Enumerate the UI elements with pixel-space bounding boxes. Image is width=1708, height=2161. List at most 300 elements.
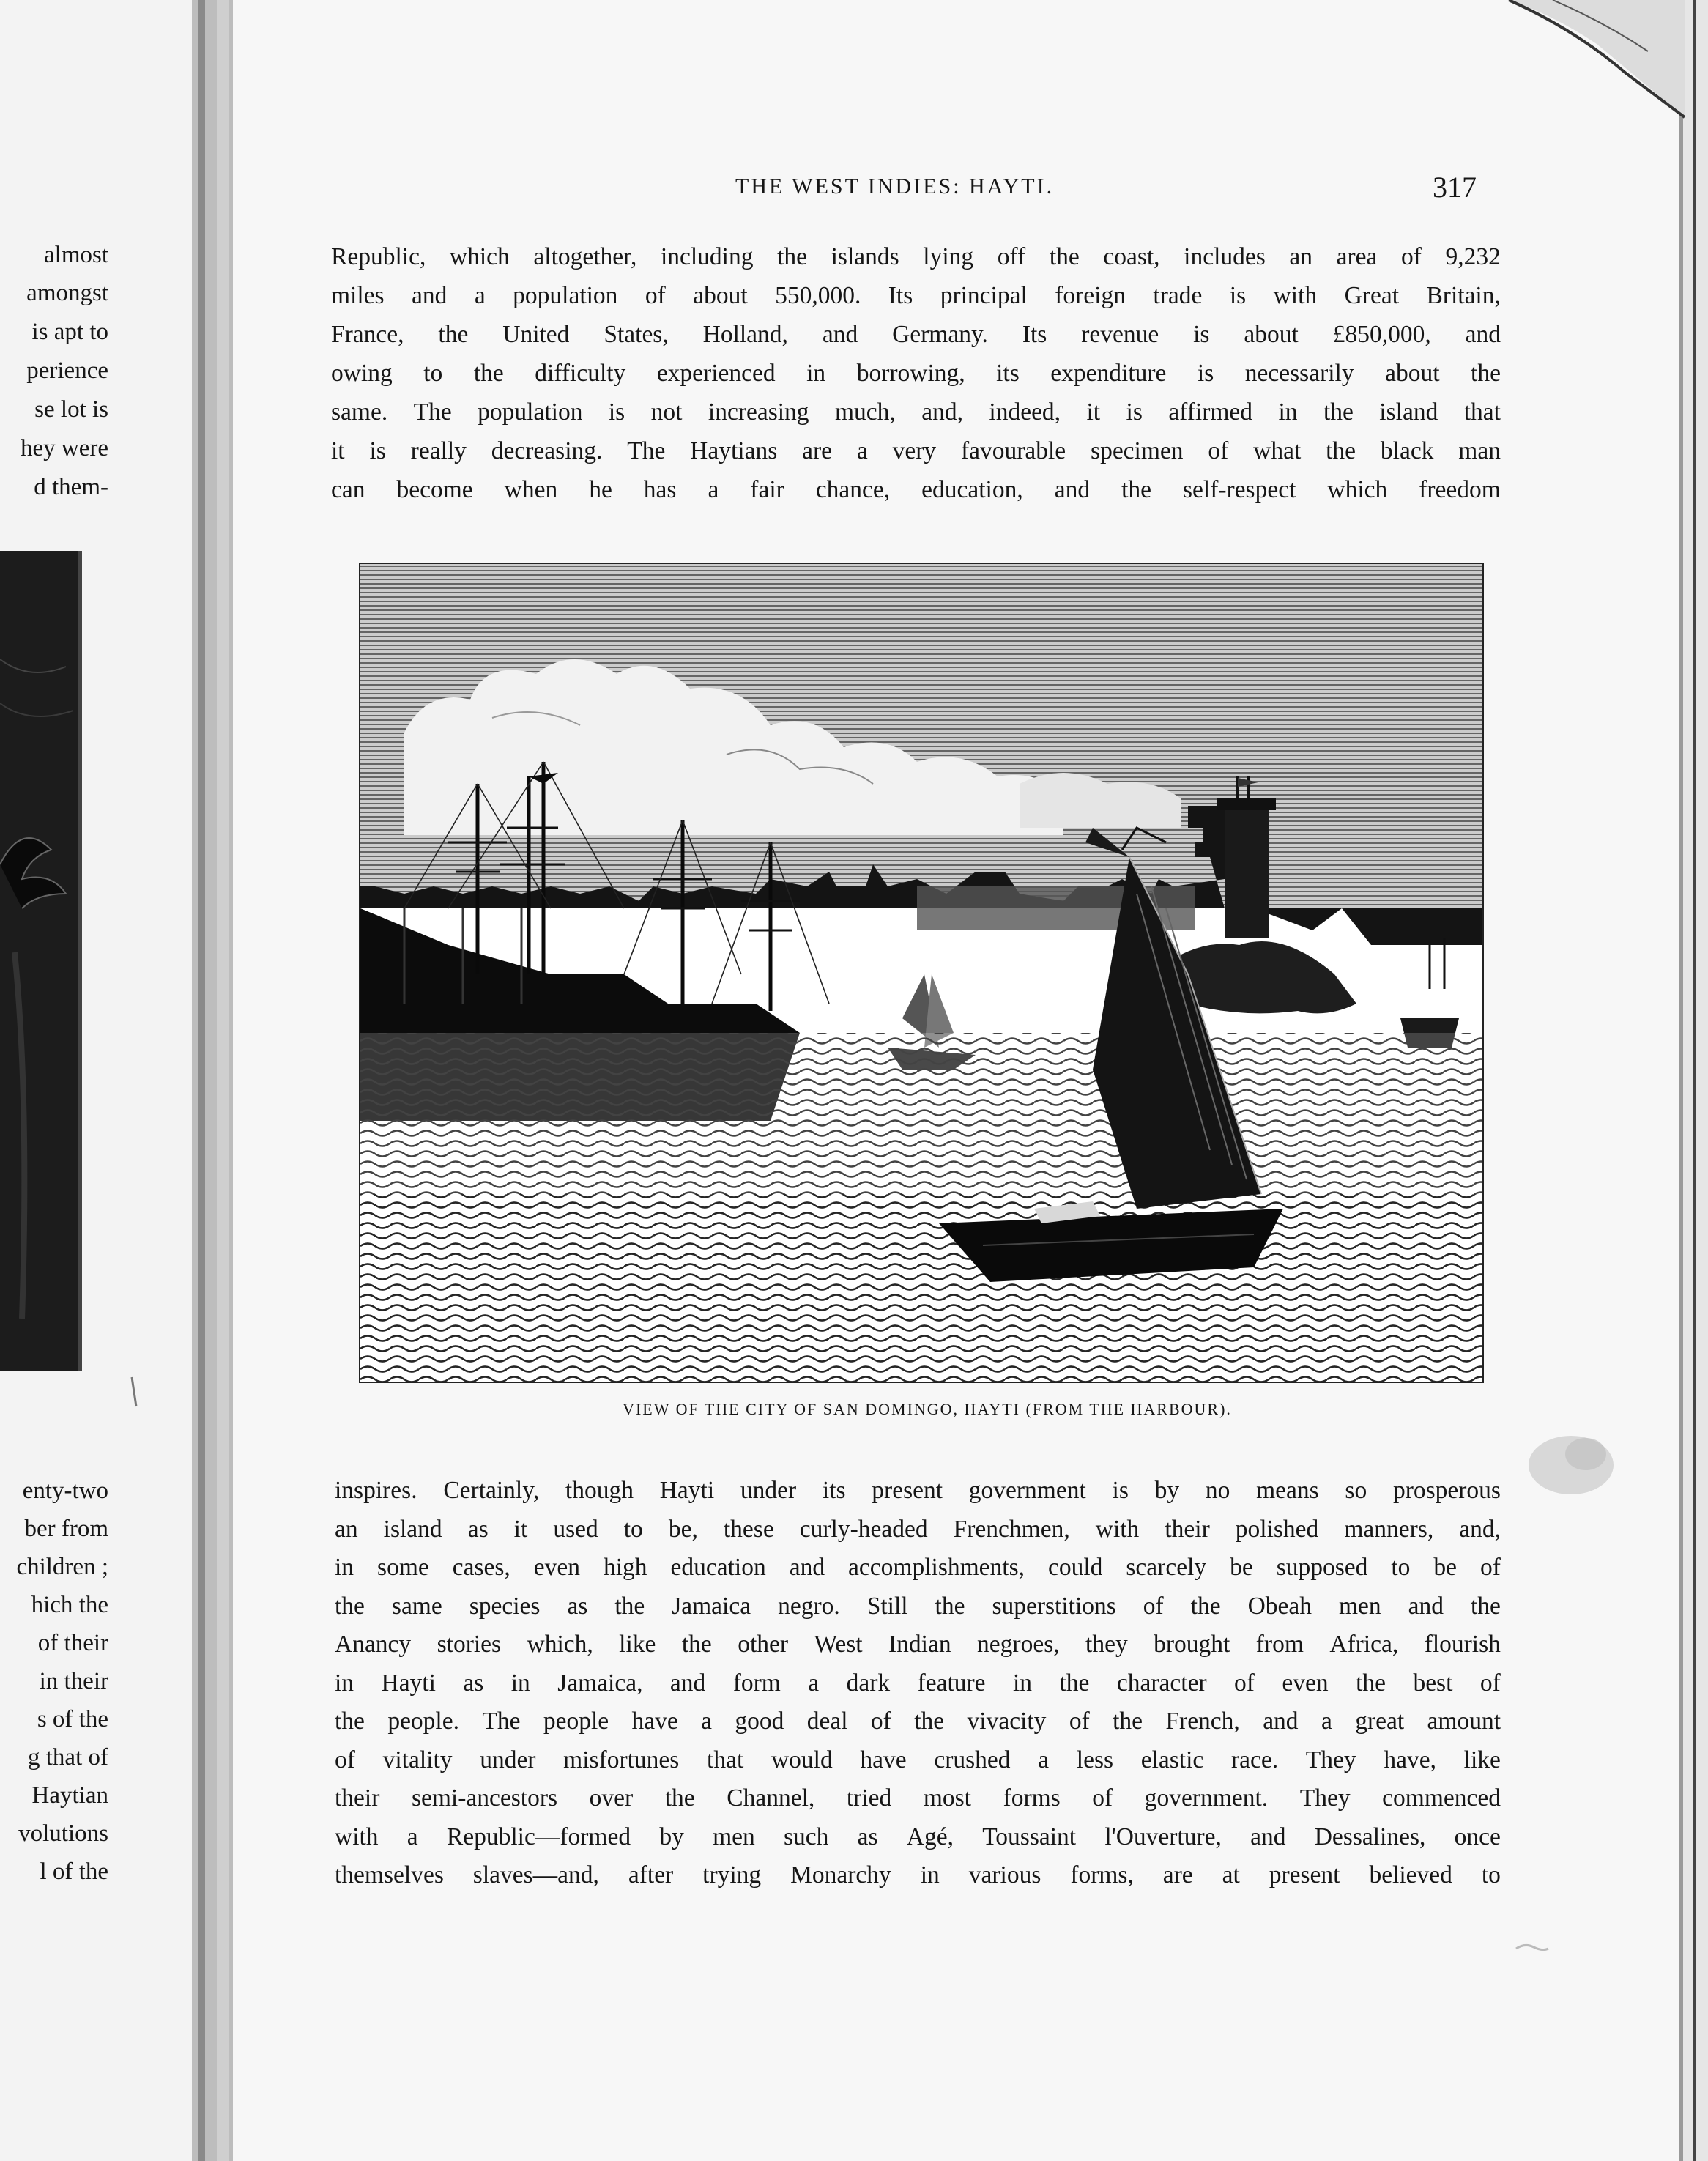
word: necessarily <box>1244 360 1354 387</box>
text-line <box>335 1517 1501 1542</box>
left-page-line: perience <box>26 357 108 384</box>
word: which, <box>527 1631 593 1658</box>
text-line <box>335 1594 1501 1619</box>
word: when <box>504 476 558 503</box>
word: in <box>1013 1669 1033 1697</box>
word: such <box>783 1823 829 1850</box>
word: expenditure <box>1050 360 1167 387</box>
word: Its <box>1022 321 1047 348</box>
word: which <box>449 243 510 270</box>
word: its <box>996 360 1020 387</box>
word: it <box>513 1515 528 1543</box>
word: to <box>1391 1554 1411 1581</box>
word: forms, <box>1070 1861 1134 1888</box>
word: The <box>413 399 452 426</box>
word: self-respect <box>1183 476 1296 503</box>
word: education, <box>921 476 1023 503</box>
word: vivacity <box>967 1708 1047 1735</box>
word: a <box>701 1708 712 1735</box>
word: affirmed <box>1168 399 1253 426</box>
word: Hayti <box>659 1477 715 1504</box>
word: that <box>1463 399 1501 426</box>
word: the <box>614 1592 645 1620</box>
harbour-engraving-art <box>360 564 1482 1382</box>
word: their <box>1165 1515 1210 1543</box>
word: by <box>659 1823 684 1850</box>
word: themselves <box>335 1861 444 1888</box>
word: has <box>643 476 677 503</box>
word: island <box>1379 399 1438 426</box>
word: other <box>738 1631 789 1658</box>
word: prosperous <box>1392 1477 1501 1504</box>
word: accomplishments, <box>848 1554 1025 1581</box>
word: is <box>1112 1477 1129 1504</box>
word: under <box>480 1746 536 1773</box>
word: same <box>391 1592 442 1620</box>
text-line <box>335 1555 1501 1580</box>
word: in <box>510 1669 530 1697</box>
word: education <box>670 1554 766 1581</box>
word: like <box>619 1631 656 1658</box>
left-page-line: almost <box>44 242 108 268</box>
word: the <box>914 1708 945 1735</box>
word: of <box>645 282 666 309</box>
word: and <box>1408 1592 1444 1620</box>
word: though <box>565 1477 634 1504</box>
word: including <box>660 243 754 270</box>
word: in <box>1278 399 1298 426</box>
left-page-line: s of the <box>37 1706 108 1732</box>
word: species <box>469 1592 541 1620</box>
word: its <box>822 1477 846 1504</box>
word: of <box>1479 1554 1501 1581</box>
left-page-line: is apt to <box>31 319 108 345</box>
word: population <box>513 282 618 309</box>
word: £850,000, <box>1332 321 1431 348</box>
word: their <box>335 1784 380 1812</box>
text-line <box>335 1825 1501 1850</box>
word: it <box>331 437 345 464</box>
word: an <box>335 1515 358 1543</box>
word: and <box>1263 1708 1299 1735</box>
word: Hayti <box>381 1669 436 1697</box>
word: a <box>406 1823 418 1850</box>
left-page-line: amongst <box>26 280 108 306</box>
word: what <box>1253 437 1302 464</box>
word: government <box>968 1477 1086 1504</box>
word: the <box>1059 1669 1090 1697</box>
word: Its <box>888 282 913 309</box>
word: forms <box>1003 1784 1061 1812</box>
word: race. <box>1230 1746 1279 1773</box>
text-line <box>335 1748 1501 1773</box>
word: is <box>1193 321 1210 348</box>
word: Dessalines, <box>1314 1823 1426 1850</box>
word: means <box>1256 1477 1319 1504</box>
word: same. <box>331 399 388 426</box>
word: the <box>777 243 808 270</box>
word: 550,000. <box>775 282 861 309</box>
word: West <box>814 1631 863 1658</box>
word: vitality <box>382 1746 453 1773</box>
word: about <box>693 282 748 309</box>
word: Jamaica, <box>557 1669 643 1697</box>
word: would <box>771 1746 833 1773</box>
word: commenced <box>1382 1784 1501 1812</box>
word: States, <box>604 321 669 348</box>
word: man <box>1458 437 1501 464</box>
word: are <box>1162 1861 1193 1888</box>
word: Monarchy <box>790 1861 891 1888</box>
word: 9,232 <box>1445 243 1501 270</box>
word: people <box>543 1708 609 1735</box>
word: of <box>1069 1708 1090 1735</box>
word: the <box>1470 1592 1501 1620</box>
left-page-line: children ; <box>16 1554 108 1580</box>
word: islands <box>831 243 899 270</box>
word: in <box>920 1861 940 1888</box>
text-line <box>331 439 1501 464</box>
word: Great <box>1344 282 1400 309</box>
word: Certainly, <box>443 1477 540 1504</box>
word: form <box>732 1669 781 1697</box>
word: semi-ancestors <box>411 1784 558 1812</box>
word: France, <box>331 321 404 348</box>
word: a <box>708 476 719 503</box>
word: misfortunes <box>563 1746 680 1773</box>
word: and <box>1054 476 1091 503</box>
word: the <box>1190 1592 1221 1620</box>
word: the <box>335 1592 365 1620</box>
word: the <box>681 1631 712 1658</box>
word: altogether, <box>533 243 637 270</box>
word: United <box>502 321 570 348</box>
word: a <box>474 282 486 309</box>
word: from <box>1255 1631 1304 1658</box>
word: cases, <box>452 1554 510 1581</box>
word: fair <box>750 476 784 503</box>
left-page-line: ber from <box>24 1516 108 1542</box>
text-line <box>335 1709 1501 1734</box>
word: trade <box>1153 282 1203 309</box>
word: these <box>723 1515 774 1543</box>
word: the <box>1356 1669 1386 1697</box>
word: negroes, <box>977 1631 1060 1658</box>
word: have <box>860 1746 907 1773</box>
word: with <box>1095 1515 1140 1543</box>
word: the <box>335 1708 365 1735</box>
word: the <box>473 360 504 387</box>
word: of <box>1092 1784 1113 1812</box>
word: amount <box>1427 1708 1501 1735</box>
word: like <box>1463 1746 1501 1773</box>
word: present <box>872 1477 943 1504</box>
word: much, <box>834 399 896 426</box>
word: French, <box>1165 1708 1240 1735</box>
word: is <box>1126 399 1143 426</box>
word: polished <box>1235 1515 1319 1543</box>
word: crushed <box>934 1746 1011 1773</box>
word: Obeah <box>1247 1592 1312 1620</box>
word: be <box>1433 1554 1458 1581</box>
word: character <box>1116 1669 1207 1697</box>
left-page-line: enty-two <box>22 1478 108 1504</box>
left-page-line: l of the <box>40 1858 108 1885</box>
word: freedom <box>1419 476 1501 503</box>
left-page-line: in their <box>39 1668 108 1694</box>
word: a <box>856 437 868 464</box>
word: island <box>383 1515 442 1543</box>
word: about <box>1385 360 1440 387</box>
word: decreasing. <box>491 437 603 464</box>
word: principal <box>940 282 1028 309</box>
word: the <box>1049 243 1080 270</box>
left-page-line: volutions <box>18 1820 108 1847</box>
word: as <box>567 1592 588 1620</box>
left-page-line: hey were <box>20 435 108 462</box>
word: the <box>1121 476 1152 503</box>
word: so <box>1345 1477 1367 1504</box>
word: most <box>923 1784 971 1812</box>
word: in <box>806 360 826 387</box>
word: superstitions <box>992 1592 1116 1620</box>
word: The <box>627 437 666 464</box>
word: about <box>1244 321 1299 348</box>
word: the <box>935 1592 965 1620</box>
word: is <box>608 399 625 426</box>
word: men <box>713 1823 755 1850</box>
left-page-line: se lot is <box>34 396 108 423</box>
word: and <box>669 1669 706 1697</box>
word: and <box>412 282 448 309</box>
word: best <box>1413 1669 1453 1697</box>
word: black <box>1380 437 1434 464</box>
word: the <box>1113 1708 1143 1735</box>
text-line <box>331 361 1501 386</box>
word: trying <box>702 1861 762 1888</box>
word: curly-headed <box>799 1515 928 1543</box>
text-line <box>331 400 1501 425</box>
word: government. <box>1144 1784 1269 1812</box>
word: in <box>335 1669 354 1697</box>
word: some <box>377 1554 429 1581</box>
word: in <box>335 1554 354 1581</box>
word: is <box>1229 282 1247 309</box>
word: favourable <box>960 437 1066 464</box>
word: borrowing, <box>856 360 965 387</box>
word: can <box>331 476 365 503</box>
word: really <box>410 437 467 464</box>
word: Channel, <box>727 1784 815 1812</box>
word: could <box>1047 1554 1103 1581</box>
word: of <box>1234 1669 1255 1697</box>
word: as <box>857 1823 878 1850</box>
word: Indian <box>888 1631 951 1658</box>
word: of <box>1143 1592 1164 1620</box>
word: population <box>478 399 583 426</box>
word: as <box>463 1669 484 1697</box>
word: of <box>1208 437 1229 464</box>
word: people. <box>387 1708 459 1735</box>
word: scarcely <box>1126 1554 1207 1581</box>
word: have, <box>1384 1746 1436 1773</box>
word: coast, <box>1103 243 1160 270</box>
word: Agé, <box>906 1823 954 1850</box>
word: to <box>423 360 443 387</box>
left-page-line: g that of <box>28 1744 108 1771</box>
word: even <box>1282 1669 1329 1697</box>
word: manners, <box>1344 1515 1434 1543</box>
word: with <box>335 1823 379 1850</box>
word: Frenchmen, <box>953 1515 1070 1543</box>
word: by <box>1154 1477 1180 1504</box>
word: good <box>735 1708 784 1735</box>
word: Haytians <box>690 437 778 464</box>
word: believed <box>1369 1861 1452 1888</box>
word: slaves—and, <box>472 1861 599 1888</box>
word: deal <box>806 1708 848 1735</box>
word: lying <box>923 243 974 270</box>
word: to <box>1481 1861 1501 1888</box>
word: Jamaica <box>672 1592 751 1620</box>
word: not <box>650 399 683 426</box>
word: difficulty <box>535 360 626 387</box>
word: of <box>870 1708 891 1735</box>
word: various <box>968 1861 1041 1888</box>
text-line <box>335 1478 1501 1503</box>
word: flourish <box>1424 1631 1501 1658</box>
word: stories <box>437 1631 502 1658</box>
word: no <box>1205 1477 1230 1504</box>
word: Britain, <box>1426 282 1501 309</box>
word: the <box>438 321 469 348</box>
word: owing <box>331 360 393 387</box>
text-line <box>335 1786 1501 1811</box>
word: at <box>1222 1861 1240 1888</box>
word: Germany. <box>892 321 988 348</box>
word: Republic, <box>331 243 426 270</box>
word: They <box>1299 1784 1351 1812</box>
word: be, <box>668 1515 698 1543</box>
word: the <box>1326 437 1356 464</box>
word: used <box>553 1515 598 1543</box>
word: feature <box>917 1669 986 1697</box>
word: an <box>1289 243 1313 270</box>
harbour-engraving <box>359 563 1484 1383</box>
word: to <box>623 1515 643 1543</box>
word: l'Ouverture, <box>1104 1823 1222 1850</box>
word: present <box>1269 1861 1340 1888</box>
word: Holland, <box>702 321 788 348</box>
word: foreign <box>1055 282 1126 309</box>
word: brought <box>1154 1631 1230 1658</box>
word: they <box>1085 1631 1128 1658</box>
word: and, <box>1459 1515 1501 1543</box>
word: includes <box>1184 243 1266 270</box>
text-line <box>335 1863 1501 1888</box>
word: and <box>822 321 858 348</box>
text-line <box>335 1671 1501 1696</box>
word: become <box>396 476 473 503</box>
word: Anancy <box>335 1631 412 1658</box>
word: a <box>1038 1746 1050 1773</box>
text-line <box>331 245 1501 270</box>
word: Toussaint <box>982 1823 1077 1850</box>
text-line <box>335 1632 1501 1657</box>
word: area <box>1336 243 1378 270</box>
word: he <box>589 476 612 503</box>
word: is <box>369 437 386 464</box>
word: dark <box>846 1669 891 1697</box>
word: negro. <box>778 1592 840 1620</box>
page-number: 317 <box>1433 171 1477 204</box>
word: the <box>664 1784 695 1812</box>
word: chance, <box>815 476 891 503</box>
word: even <box>533 1554 580 1581</box>
word: and <box>1250 1823 1286 1850</box>
word: miles <box>331 282 385 309</box>
text-line <box>331 322 1501 347</box>
word: have <box>631 1708 678 1735</box>
word: supposed <box>1276 1554 1368 1581</box>
word: Still <box>866 1592 908 1620</box>
word: over <box>589 1784 634 1812</box>
word: Africa, <box>1329 1631 1399 1658</box>
word: very <box>892 437 937 464</box>
text-line <box>331 478 1501 503</box>
word: tried <box>846 1784 892 1812</box>
word: that <box>707 1746 744 1773</box>
word: the <box>1323 399 1354 426</box>
text-line <box>331 283 1501 308</box>
word: it <box>1086 399 1101 426</box>
word: They <box>1305 1746 1356 1773</box>
word: Republic—formed <box>446 1823 631 1850</box>
word: and <box>1465 321 1501 348</box>
word: men <box>1338 1592 1381 1620</box>
word: is <box>1197 360 1214 387</box>
word: the <box>1471 360 1501 387</box>
word: and <box>789 1554 825 1581</box>
left-page-line: d them- <box>34 474 108 500</box>
word: as <box>467 1515 489 1543</box>
word: of <box>1479 1669 1501 1697</box>
word: less <box>1076 1746 1114 1773</box>
word: with <box>1273 282 1318 309</box>
word: and, <box>921 399 963 426</box>
left-page-line: Haytian <box>31 1782 108 1809</box>
word: increasing <box>708 399 809 426</box>
word: be <box>1230 1554 1253 1581</box>
word: elastic <box>1140 1746 1204 1773</box>
word: a <box>808 1669 820 1697</box>
word: off <box>997 243 1026 270</box>
word: great <box>1355 1708 1405 1735</box>
word: after <box>628 1861 674 1888</box>
word: The <box>482 1708 521 1735</box>
word: are <box>802 437 833 464</box>
word: of <box>1400 243 1422 270</box>
word: of <box>335 1746 355 1773</box>
running-head: THE WEST INDIES: HAYTI. <box>735 174 1055 199</box>
word: specimen <box>1091 437 1184 464</box>
figure-caption: VIEW OF THE CITY OF SAN DOMINGO, HAYTI (FROM THE HARBOUR). <box>623 1400 1232 1418</box>
word: revenue <box>1081 321 1159 348</box>
word: a <box>1321 1708 1332 1735</box>
word: under <box>740 1477 797 1504</box>
left-page-line: of their <box>37 1630 108 1656</box>
word: indeed, <box>989 399 1061 426</box>
